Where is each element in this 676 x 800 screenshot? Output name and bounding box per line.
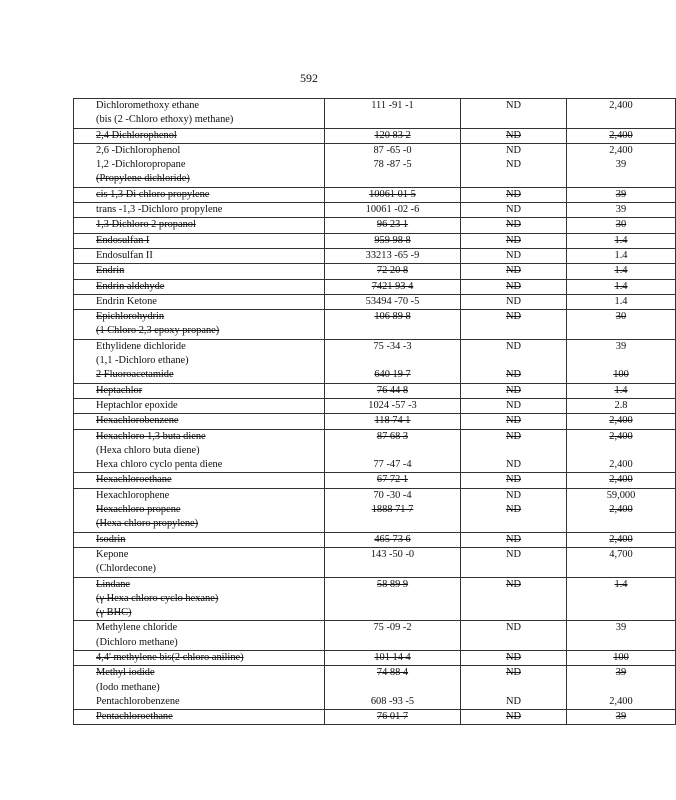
- limit-value-cell: [567, 294, 676, 309]
- detection-cell: [461, 710, 567, 725]
- chemical-name-line: Methylene chloride: [96, 622, 178, 634]
- chemical-table-body: [74, 99, 676, 725]
- chemical-name-line: (γ Hexa chloro cyclo hexane): [96, 592, 219, 604]
- limit-value-cell: [567, 99, 676, 129]
- detection-line: ND: [505, 474, 521, 486]
- detection-line: ND: [505, 695, 521, 707]
- table-row: [74, 294, 676, 309]
- cas-number-cell: [325, 187, 461, 202]
- cas-number-cell: [325, 532, 461, 547]
- chemical-name-line: Pentachloroethane: [96, 711, 173, 723]
- table-row: [74, 547, 676, 577]
- cas-number-line: [325, 681, 460, 695]
- limit-value-line: 1.4: [614, 234, 628, 246]
- cas-number-cell: [325, 547, 461, 577]
- detection-line: [461, 444, 566, 458]
- table-row: [74, 650, 676, 665]
- chemical-name-cell: [74, 143, 325, 187]
- table-row: [74, 414, 676, 429]
- limit-value-line: 39: [615, 204, 627, 216]
- detection-line: ND: [505, 340, 521, 352]
- table-row: [74, 233, 676, 248]
- detection-line: ND: [505, 234, 521, 246]
- detection-cell: [461, 143, 567, 187]
- detection-cell: [461, 532, 567, 547]
- detection-line: ND: [505, 459, 521, 471]
- chemical-name-cell: [74, 187, 325, 202]
- chemical-name-cell: [74, 547, 325, 577]
- cas-number-cell: [325, 414, 461, 429]
- chemical-name-cell: [74, 128, 325, 143]
- table-row: [74, 473, 676, 488]
- chemical-name-line: 2,6 -Dichlorophenol: [96, 144, 181, 156]
- chemical-name-line: Dichloromethoxy ethane: [96, 100, 200, 111]
- detection-cell: [461, 203, 567, 218]
- table-row: [74, 710, 676, 725]
- table-row: [74, 218, 676, 233]
- limit-value-line: 39: [615, 159, 627, 171]
- cas-number-cell: [325, 218, 461, 233]
- cas-number-cell: [325, 650, 461, 665]
- chemical-name-line: Hexachlorophene: [96, 489, 170, 501]
- limit-value-line: 39: [615, 667, 627, 679]
- detection-cell: [461, 383, 567, 398]
- cas-number-line: 75 -34 -3: [373, 340, 412, 352]
- limit-value-line: 2,400: [609, 430, 633, 442]
- cas-number-line: 465 73 6: [374, 533, 411, 545]
- limit-value-line: 39: [615, 711, 627, 723]
- cas-number-cell: [325, 294, 461, 309]
- limit-value-line: 39: [615, 622, 627, 634]
- chemical-name-line: 2,4 Dichlorophenol: [96, 129, 177, 141]
- detection-cell: [461, 339, 567, 383]
- chemical-name-line: Epichlorohydrin: [96, 311, 165, 323]
- limit-value-line: 2,400: [609, 100, 633, 111]
- chemical-name-cell: [74, 218, 325, 233]
- chemical-name-line: Hexachloroethane: [96, 474, 172, 486]
- cas-number-line: 1024 -57 -3: [368, 399, 417, 411]
- detection-cell: [461, 429, 567, 473]
- cas-number-line: 101 14 4: [374, 651, 411, 663]
- chemical-name-line: Ethylidene dichloride: [96, 340, 186, 352]
- chemical-name-line: (1 Chloro 2,3 epoxy propane): [96, 325, 220, 337]
- chemical-name-line: (bis (2 -Chloro ethoxy) methane): [96, 114, 234, 126]
- limit-value-cell: [567, 532, 676, 547]
- limit-value-line: 2,400: [609, 695, 633, 707]
- cas-number-line: [325, 354, 460, 368]
- cas-number-cell: [325, 710, 461, 725]
- cas-number-line: 87 68 3: [376, 430, 409, 442]
- limit-value-cell: [567, 650, 676, 665]
- chemical-name-line: (Hexa chloro buta diene): [96, 444, 200, 456]
- table-row: [74, 577, 676, 621]
- detection-cell: [461, 294, 567, 309]
- limit-value-line: 39: [615, 188, 627, 200]
- cas-number-cell: [325, 339, 461, 383]
- detection-cell: [461, 488, 567, 532]
- cas-number-line: 1888 71 7: [371, 504, 414, 516]
- chemical-name-line: 1,3 Dichloro 2 propanol: [96, 219, 196, 231]
- limit-value-line: 1.4: [614, 249, 628, 261]
- table-row: [74, 429, 676, 473]
- detection-line: ND: [505, 578, 521, 590]
- detection-cell: [461, 398, 567, 413]
- cas-number-cell: [325, 279, 461, 294]
- cas-number-cell: [325, 99, 461, 129]
- cas-number-line: 143 -50 -0: [370, 548, 415, 560]
- limit-value-line: 4,700: [609, 548, 633, 560]
- detection-line: [461, 354, 566, 368]
- detection-line: ND: [505, 311, 521, 323]
- cas-number-line: 74 88 4: [376, 667, 409, 679]
- detection-cell: [461, 414, 567, 429]
- table-row: [74, 383, 676, 398]
- cas-number-cell: [325, 383, 461, 398]
- chemical-name-cell: [74, 577, 325, 621]
- chemical-name-cell: [74, 99, 325, 129]
- detection-line: ND: [505, 369, 521, 381]
- cas-number-line: 77 -47 -4: [373, 459, 412, 471]
- detection-line: ND: [505, 489, 521, 501]
- limit-value-line: [567, 354, 675, 368]
- table-row: [74, 279, 676, 294]
- cas-number-cell: [325, 233, 461, 248]
- limit-value-cell: [567, 264, 676, 279]
- table-row: [74, 203, 676, 218]
- cas-number-line: 959 98 8: [374, 234, 411, 246]
- limit-value-cell: [567, 187, 676, 202]
- chemical-name-line: Hexa chloro cyclo penta diene: [96, 459, 223, 471]
- chemical-table: [73, 98, 676, 725]
- detection-cell: [461, 187, 567, 202]
- chemical-name-cell: [74, 488, 325, 532]
- limit-value-cell: [567, 488, 676, 532]
- chemical-name-line: Pentachlorobenzene: [96, 695, 180, 707]
- detection-line: ND: [505, 280, 521, 292]
- cas-number-line: 70 -30 -4: [373, 489, 412, 501]
- limit-value-cell: [567, 128, 676, 143]
- cas-number-cell: [325, 621, 461, 651]
- chemical-name-cell: [74, 621, 325, 651]
- limit-value-line: 30: [615, 311, 627, 323]
- table-row: [74, 310, 676, 340]
- cas-number-cell: [325, 577, 461, 621]
- chemical-name-line: Hexachloro propene: [96, 504, 181, 516]
- limit-value-line: 30: [615, 219, 627, 231]
- limit-value-cell: [567, 666, 676, 710]
- detection-cell: [461, 621, 567, 651]
- chemical-name-line: (Dichloro methane): [96, 636, 178, 648]
- limit-value-line: 2,400: [609, 129, 633, 141]
- limit-value-line: 2,400: [609, 144, 633, 156]
- detection-cell: [461, 310, 567, 340]
- cas-number-line: 75 -09 -2: [373, 622, 412, 634]
- chemical-name-line: (γ BHC): [96, 607, 132, 619]
- cas-number-line: 7421 93 4: [371, 280, 414, 292]
- limit-value-cell: [567, 143, 676, 187]
- detection-line: [461, 681, 566, 695]
- chemical-name-line: Kepone: [96, 548, 129, 560]
- detection-line: ND: [505, 129, 521, 141]
- limit-value-line: 1.4: [614, 265, 628, 277]
- cas-number-line: [325, 444, 460, 458]
- chemical-name-cell: [74, 532, 325, 547]
- cas-number-cell: [325, 203, 461, 218]
- cas-number-cell: [325, 310, 461, 340]
- chemical-name-cell: [74, 203, 325, 218]
- detection-cell: [461, 577, 567, 621]
- chemical-name-line: Endosulfan II: [96, 249, 153, 261]
- detection-line: ND: [505, 188, 521, 200]
- limit-value-cell: [567, 218, 676, 233]
- cas-number-line: 58 89 9: [376, 578, 409, 590]
- chemical-name-line: Heptachlor: [96, 384, 143, 396]
- limit-value-line: 2,400: [609, 415, 633, 427]
- detection-cell: [461, 233, 567, 248]
- cas-number-line: 72 20 8: [376, 265, 409, 277]
- limit-value-cell: [567, 203, 676, 218]
- chemical-name-line: (Chlordecone): [96, 563, 157, 575]
- chemical-name-line: trans -1,3 -Dichloro propylene: [96, 204, 223, 216]
- cas-number-line: 76 01 7: [376, 711, 409, 723]
- detection-line: ND: [505, 100, 521, 111]
- cas-number-line: 118 74 1: [374, 415, 411, 427]
- chemical-name-cell: [74, 473, 325, 488]
- limit-value-line: 2,400: [609, 533, 633, 545]
- table-row: [74, 187, 676, 202]
- cas-number-line: 78 -87 -5: [373, 159, 412, 171]
- limit-value-cell: [567, 398, 676, 413]
- chemical-name-line: Hexachlorobenzene: [96, 415, 179, 427]
- limit-value-line: 2.8: [614, 399, 628, 411]
- limit-value-line: 100: [613, 369, 629, 381]
- cas-number-cell: [325, 128, 461, 143]
- detection-line: ND: [505, 667, 521, 679]
- chemical-name-line: Endosulfan I: [96, 234, 150, 246]
- detection-cell: [461, 99, 567, 129]
- chemical-name-cell: [74, 414, 325, 429]
- limit-value-line: 1.4: [614, 295, 628, 307]
- detection-line: ND: [505, 651, 521, 663]
- detection-line: ND: [505, 219, 521, 231]
- detection-line: ND: [505, 204, 521, 216]
- limit-value-line: [567, 681, 675, 695]
- cas-number-cell: [325, 473, 461, 488]
- limit-value-line: 1.4: [614, 280, 628, 292]
- chemical-name-cell: [74, 383, 325, 398]
- cas-number-line: 87 -65 -0: [373, 144, 412, 156]
- cas-number-line: 53494 -70 -5: [365, 295, 420, 307]
- limit-value-line: [567, 444, 675, 458]
- chemical-name-cell: [74, 264, 325, 279]
- cas-number-line: 608 -93 -5: [370, 695, 415, 707]
- chemical-name-cell: [74, 310, 325, 340]
- chemical-name-cell: [74, 398, 325, 413]
- chemical-name-line: Endrin: [96, 265, 125, 277]
- limit-value-cell: [567, 547, 676, 577]
- table-row: [74, 128, 676, 143]
- chemical-name-cell: [74, 710, 325, 725]
- detection-cell: [461, 473, 567, 488]
- limit-value-cell: [567, 414, 676, 429]
- table-row: [74, 99, 676, 129]
- cas-number-cell: [325, 488, 461, 532]
- detection-cell: [461, 547, 567, 577]
- chemical-name-line: cis 1,3 Di chloro propylene: [96, 188, 210, 200]
- cas-number-cell: [325, 429, 461, 473]
- limit-value-cell: [567, 279, 676, 294]
- detection-line: ND: [505, 548, 521, 560]
- cas-number-line: 106 89 8: [374, 311, 411, 323]
- limit-value-cell: [567, 621, 676, 651]
- chemical-name-line: Methyl iodide: [96, 667, 155, 679]
- chemical-name-cell: [74, 429, 325, 473]
- limit-value-cell: [567, 429, 676, 473]
- cas-number-line: 111 -91 -1: [371, 100, 414, 111]
- chemical-name-line: (Iodo methane): [96, 681, 160, 693]
- detection-line: ND: [505, 159, 521, 171]
- limit-value-line: 39: [615, 340, 627, 352]
- cas-number-line: 33213 -65 -9: [365, 249, 420, 261]
- cas-number-cell: [325, 398, 461, 413]
- chemical-name-cell: [74, 233, 325, 248]
- chemical-name-cell: [74, 294, 325, 309]
- chemical-name-cell: [74, 339, 325, 383]
- cas-number-line: 96 23 1: [376, 219, 409, 231]
- chemical-name-cell: [74, 279, 325, 294]
- cas-number-line: 10061 -02 -6: [365, 204, 420, 216]
- chemical-name-line: 2 Fluoroacetamide: [96, 369, 174, 381]
- limit-value-line: 2,400: [609, 474, 633, 486]
- cas-number-line: 10061 01 5: [369, 188, 416, 200]
- limit-value-line: 1.4: [614, 384, 628, 396]
- detection-line: ND: [505, 399, 521, 411]
- detection-line: ND: [505, 430, 521, 442]
- detection-cell: [461, 666, 567, 710]
- chemical-name-line: Lindane: [96, 578, 131, 590]
- chemical-name-line: Hexachloro 1,3 buta diene: [96, 430, 206, 442]
- detection-line: ND: [505, 144, 521, 156]
- cas-number-line: 120 83 2: [374, 129, 411, 141]
- chemical-name-line: (Propylene dichloride): [96, 173, 190, 185]
- detection-line: ND: [505, 504, 521, 516]
- table-row: [74, 621, 676, 651]
- page-number: 592: [300, 71, 318, 85]
- detection-line: ND: [505, 295, 521, 307]
- detection-cell: [461, 264, 567, 279]
- table-row: [74, 488, 676, 532]
- limit-value-cell: [567, 383, 676, 398]
- detection-cell: [461, 279, 567, 294]
- limit-value-line: 59,000: [606, 489, 636, 501]
- chemical-name-cell: [74, 666, 325, 710]
- table-row: [74, 264, 676, 279]
- table-row: [74, 143, 676, 187]
- limit-value-line: 2,400: [609, 504, 633, 516]
- limit-value-cell: [567, 710, 676, 725]
- detection-cell: [461, 128, 567, 143]
- cas-number-cell: [325, 143, 461, 187]
- table-row: [74, 666, 676, 710]
- table-row: [74, 398, 676, 413]
- chemical-name-line: (Hexa chloro propylene): [96, 518, 199, 530]
- limit-value-line: 100: [613, 651, 629, 663]
- detection-line: ND: [505, 384, 521, 396]
- cas-number-line: 67 72 1: [376, 474, 409, 486]
- cas-number-cell: [325, 248, 461, 263]
- limit-value-cell: [567, 310, 676, 340]
- detection-cell: [461, 650, 567, 665]
- limit-value-cell: [567, 577, 676, 621]
- detection-line: ND: [505, 622, 521, 634]
- chemical-name-line: Endrin Ketone: [96, 295, 157, 307]
- cas-number-line: 640 19 7: [374, 369, 411, 381]
- chemical-name-line: Isodrin: [96, 533, 126, 545]
- chemical-name-line: 1,2 -Dichloropropane: [96, 159, 186, 171]
- detection-line: ND: [505, 265, 521, 277]
- detection-line: ND: [505, 533, 521, 545]
- chemical-name-line: Heptachlor epoxide: [96, 399, 178, 411]
- chemical-name-cell: [74, 650, 325, 665]
- limit-value-line: 2,400: [609, 459, 633, 471]
- limit-value-line: 1.4: [614, 578, 628, 590]
- cas-number-cell: [325, 666, 461, 710]
- detection-line: ND: [505, 415, 521, 427]
- limit-value-cell: [567, 339, 676, 383]
- table-row: [74, 339, 676, 383]
- limit-value-cell: [567, 248, 676, 263]
- table-row: [74, 248, 676, 263]
- chemical-name-line: 4,4' methylene bis(2 chloro aniline): [96, 651, 244, 663]
- chemical-name-cell: [74, 248, 325, 263]
- cas-number-cell: [325, 264, 461, 279]
- chemical-name-line: (1,1 -Dichloro ethane): [96, 355, 189, 367]
- limit-value-cell: [567, 233, 676, 248]
- detection-cell: [461, 248, 567, 263]
- table-row: [74, 532, 676, 547]
- cas-number-line: 76 44 8: [376, 384, 409, 396]
- detection-line: ND: [505, 711, 521, 723]
- chemical-name-line: Endrin aldehyde: [96, 280, 165, 292]
- limit-value-cell: [567, 473, 676, 488]
- detection-cell: [461, 218, 567, 233]
- detection-line: ND: [505, 249, 521, 261]
